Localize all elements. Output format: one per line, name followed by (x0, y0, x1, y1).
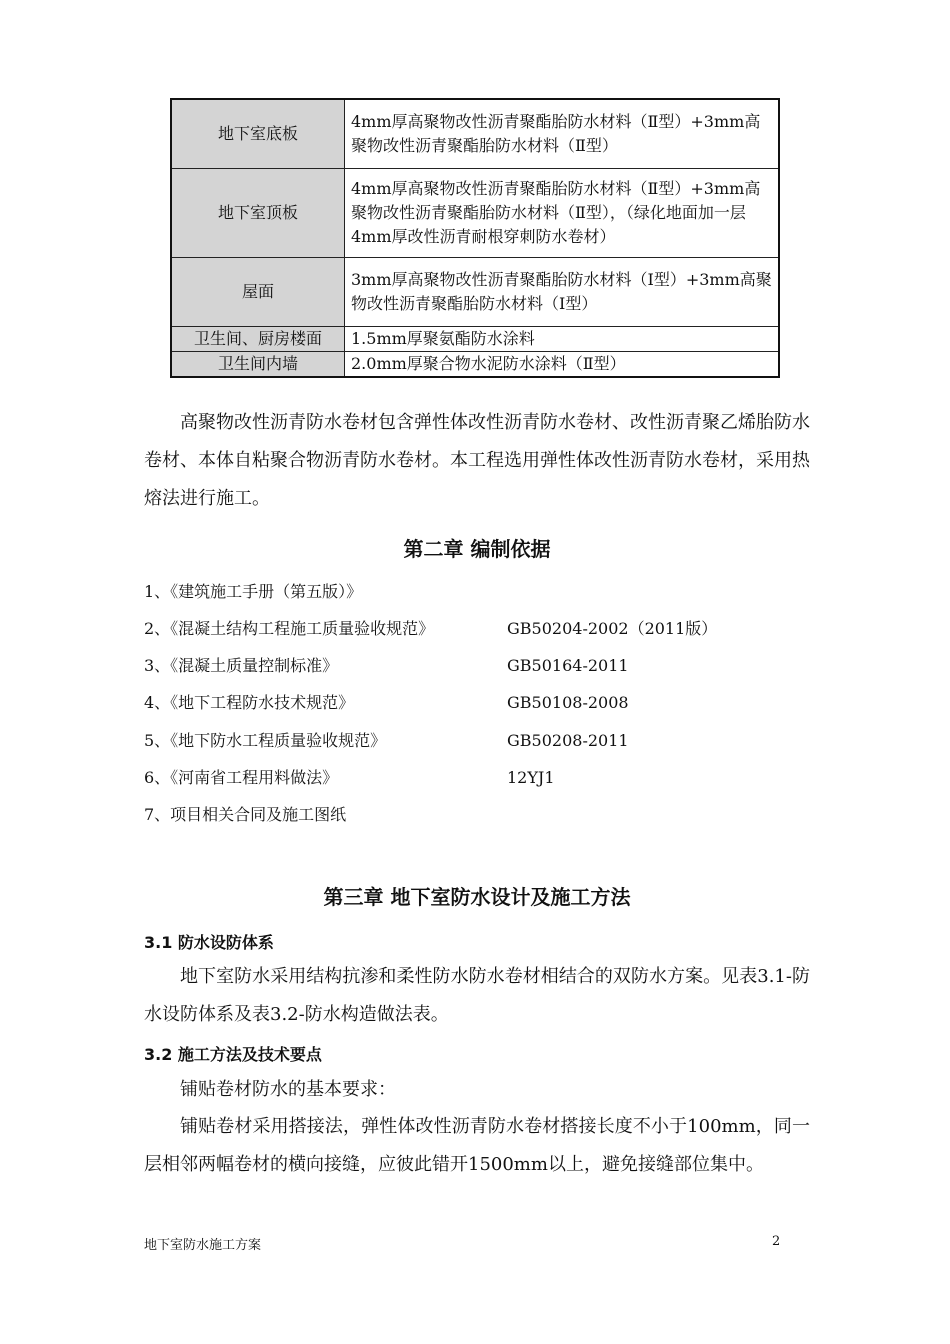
reference-code: GB50164-2011 (507, 656, 629, 675)
table-row (171, 258, 779, 327)
reference-item (144, 803, 810, 827)
row-value: 4mm厚高聚物改性沥青聚酯胎防水材料（Ⅱ型）+3mm高聚物改性沥青聚酯胎防水材料（Ⅱ型），（绿化地面加一层4mm厚改性沥青耐根穿刺防水卷材） (345, 169, 780, 258)
row-label: 卫生间内墙 (171, 352, 345, 378)
footer-page-number: 2 (772, 1234, 781, 1249)
reference-item (144, 766, 810, 790)
section-3-1-text: 地下室防水采用结构抗渗和柔性防水防水卷材相结合的双防水方案。见表3.1-防水设防体系及表3.2-防水构造做法表。 (144, 966, 810, 1025)
reference-item (144, 617, 810, 641)
chapter2-title: 第二章 编制依据 (403, 537, 551, 561)
reference-title: 6、《河南省工程用料做法》 (144, 768, 339, 787)
table-row (171, 169, 779, 258)
section-3-2-text-2: 铺贴卷材采用搭接法，弹性体改性沥青防水卷材搭接长度不小于100mm，同一层相邻两幅卷材的横向接缝，应彼此错开1500mm以上，避免接缝部位集中。 (144, 1116, 810, 1175)
reference-title: 2、《混凝土结构工程施工质量验收规范》 (144, 619, 435, 638)
table-row (171, 352, 779, 378)
reference-title: 7、项目相关合同及施工图纸 (144, 805, 347, 824)
reference-code: GB50208-2011 (507, 731, 629, 750)
intro-paragraph: 高聚物改性沥青防水卷材包含弹性体改性沥青防水卷材、改性沥青聚乙烯胎防水卷材、本体自粘聚合物沥青防水卷材。本工程选用弹性体改性沥青防水卷材，采用热熔法进行施工。 (144, 412, 810, 509)
section-3-2-heading: 3.2 施工方法及技术要点 (144, 1045, 322, 1064)
reference-title: 1、《建筑施工手册（第五版）》 (144, 582, 363, 601)
table-row (171, 327, 779, 352)
reference-title: 4、《地下工程防水技术规范》 (144, 693, 355, 712)
reference-code: GB50204-2002（2011版） (507, 619, 718, 638)
chapter3-title: 第三章 地下室防水设计及施工方法 (323, 885, 631, 909)
row-value: 4mm厚高聚物改性沥青聚酯胎防水材料（Ⅱ型）+3mm高聚物改性沥青聚酯胎防水材料（Ⅱ型） (345, 99, 780, 169)
row-label: 地下室底板 (171, 99, 345, 169)
row-label: 卫生间、厨房楼面 (171, 327, 345, 352)
row-label: 屋面 (171, 258, 345, 327)
reference-title: 3、《混凝土质量控制标准》 (144, 656, 339, 675)
reference-code: GB50108-2008 (507, 693, 629, 712)
row-value: 3mm厚高聚物改性沥青聚酯胎防水材料（Ⅰ型）+3mm高聚物改性沥青聚酯胎防水材料（Ⅰ型） (345, 258, 780, 327)
reference-item (144, 729, 810, 753)
row-value: 1.5mm厚聚氨酯防水涂料 (345, 327, 780, 352)
section-3-1-heading: 3.1 防水设防体系 (144, 933, 274, 952)
footer-doc-title: 地下室防水施工方案 (144, 1238, 262, 1253)
row-value: 2.0mm厚聚合物水泥防水涂料（Ⅱ型） (345, 352, 780, 378)
section-3-2-text-1: 铺贴卷材防水的基本要求： (180, 1079, 396, 1100)
reference-item (144, 580, 810, 604)
reference-item (144, 691, 810, 715)
reference-code: 12YJ1 (507, 768, 555, 787)
reference-item (144, 654, 810, 678)
reference-title: 5、《地下防水工程质量验收规范》 (144, 731, 387, 750)
waterproof-spec-table (170, 98, 780, 378)
row-label: 地下室顶板 (171, 169, 345, 258)
table-row (171, 99, 779, 169)
